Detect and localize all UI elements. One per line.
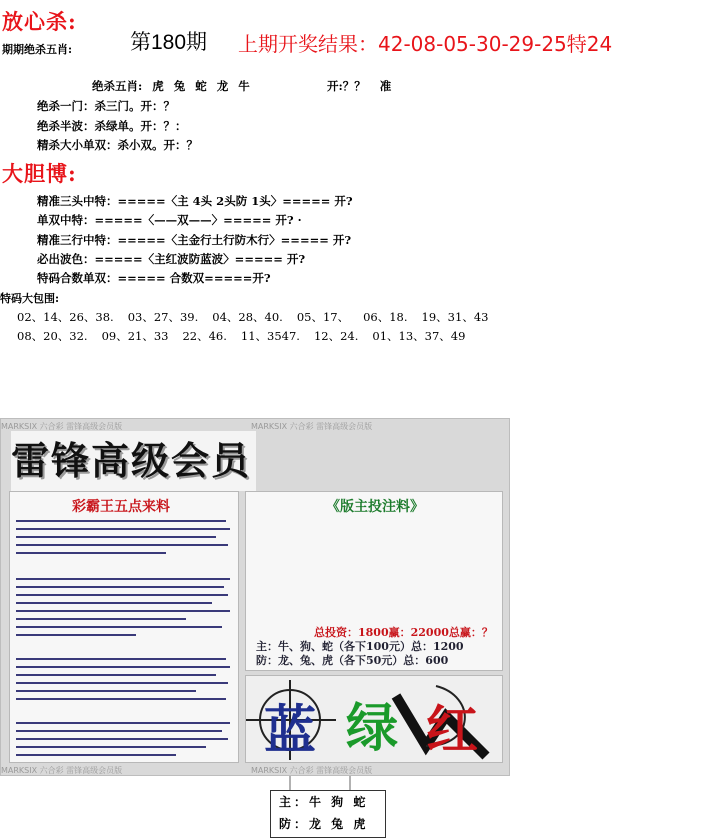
- issue-number: 第180期: [130, 31, 208, 54]
- page-title: 放心杀:: [2, 9, 77, 34]
- package-row-2: [17, 328, 479, 344]
- package-group: 03、27、39.: [127, 310, 199, 324]
- bold-line-3: 精准三行中特：=====〈主金行土行防木行〉===== 开?: [37, 233, 352, 247]
- package-group: 06、18.: [363, 310, 408, 324]
- package-row-1: [17, 309, 502, 325]
- kill-door: 绝杀一门：杀三门。开：？: [37, 99, 175, 113]
- bold-line-1: 精准三头中特：=====〈主 4头 2头防 1头〉===== 开?: [37, 194, 353, 208]
- bold-line-4: 必出波色：=====〈主红波防蓝波〉===== 开?: [37, 252, 306, 266]
- watermark-top: MARKSIX 六合彩 雷锋高级会员版: [1, 422, 123, 431]
- char-blue: 蓝: [264, 700, 317, 761]
- package-group: 09、21、33: [101, 329, 169, 343]
- char-green: 绿: [346, 698, 399, 759]
- left-panel-title: 彩霸王五点来料: [72, 499, 170, 515]
- defend-picks: 防：龙、兔、虎（各下50元）总：600: [256, 654, 449, 667]
- package-group: 04、28、40.: [212, 310, 283, 324]
- right-panel-title: 《版主投注料》: [326, 499, 424, 515]
- bold-bet-title: 大胆博:: [2, 161, 77, 186]
- package-group: 05、17、: [296, 310, 350, 324]
- kill-five-zodiac: 绝杀五肖: 虎 兔 蛇 龙 牛: [92, 79, 250, 93]
- summary-defend: 防：龙 兔 虎: [279, 817, 369, 831]
- left-panel-text-block: [10, 516, 238, 766]
- watermark-bottom-right: MARKSIX 六合彩 雷锋高级会员版: [251, 766, 373, 775]
- left-panel: [9, 491, 239, 763]
- package-group: 11、3547.: [240, 329, 300, 343]
- summary-main: 主：牛 狗 蛇: [279, 795, 369, 809]
- bold-line-2: 单双中特：=====〈——双——〉===== 开? ·: [37, 213, 302, 227]
- color-panel: [245, 675, 503, 763]
- watermark-top-right: MARKSIX 六合彩 雷锋高级会员版: [251, 422, 373, 431]
- kill-wave: 绝杀半波：杀绿单。开：？：: [37, 119, 187, 133]
- kill-size: 精杀大小单双：杀小双。开：？: [37, 138, 198, 152]
- package-group: 19、31、43: [421, 310, 489, 324]
- watermark-bottom: MARKSIX 六合彩 雷锋高级会员版: [1, 766, 123, 775]
- bet-total: 总投资：1800赢：22000总赢：？: [314, 626, 493, 639]
- right-panel: [245, 491, 503, 671]
- package-group: 12、24.: [313, 329, 359, 343]
- package-group: 01、13、37、49: [372, 329, 466, 343]
- zodiac-subtitle: 期期绝杀五肖:: [2, 43, 73, 56]
- package-title: 特码大包围:: [0, 292, 60, 305]
- poster-image: [0, 418, 510, 776]
- package-group: 08、20、32.: [17, 329, 88, 343]
- bold-line-5: 特码合数单双：===== 合数双=====开?: [37, 271, 271, 285]
- kill-five-result: 开:？？ 准: [327, 79, 392, 93]
- package-group: 02、14、26、38.: [17, 310, 114, 324]
- poster-banner: 雷锋高级会员: [11, 431, 256, 491]
- char-red: 红: [426, 700, 479, 761]
- main-picks: 主：牛、狗、蛇（各下100元）总：1200: [256, 640, 464, 653]
- package-group: 22、46.: [182, 329, 227, 343]
- last-result: 上期开奖结果：42-08-05-30-29-25特24: [238, 32, 613, 56]
- summary-box: [270, 790, 386, 838]
